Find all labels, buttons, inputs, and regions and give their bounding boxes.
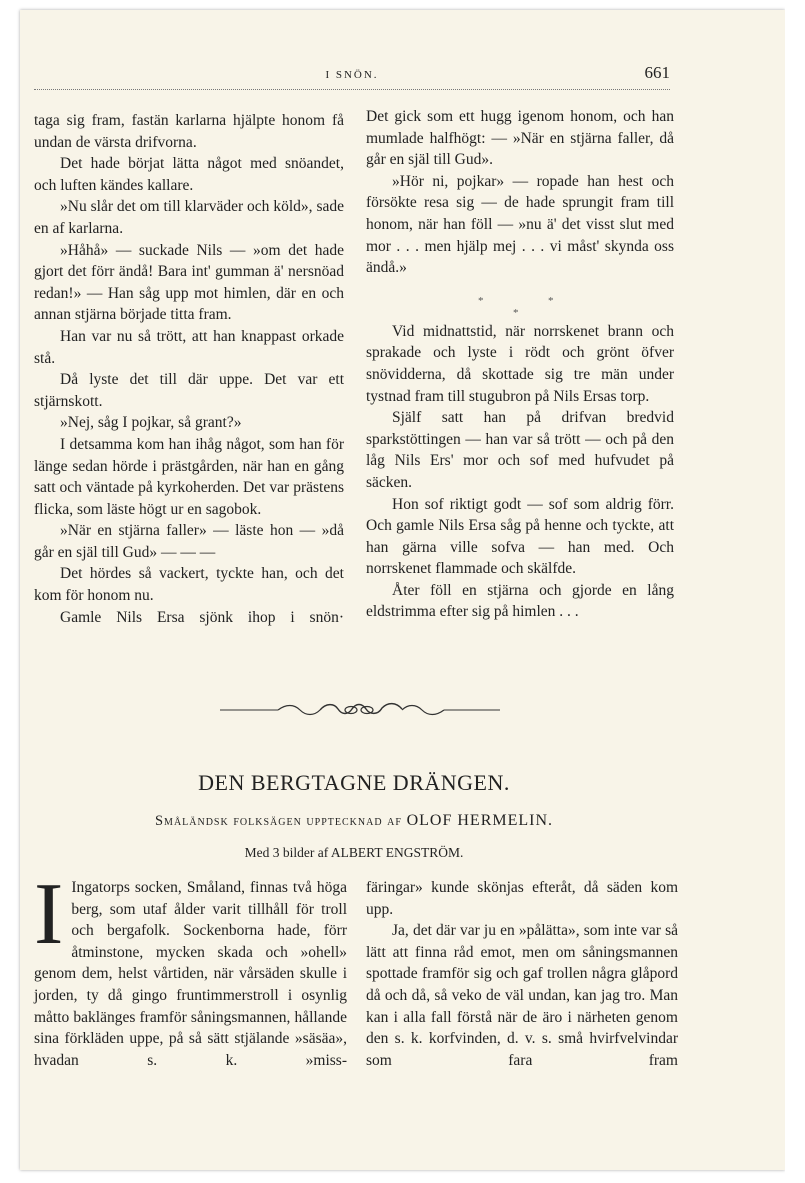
article-title: DEN BERGTAGNE DRÄNGEN.: [198, 770, 510, 795]
asterisk: *: [478, 294, 484, 307]
header-rule: [34, 89, 670, 90]
subtitle-text: Småländsk folksägen upptecknad af: [154, 813, 402, 829]
paragraph: färingar» kunde skönjas efteråt, då säden kom upp.: [366, 879, 678, 918]
paragraph: »Nu slår det om till klarväder och köld», sade en af karlarna.: [34, 198, 344, 237]
paragraph: Han var nu så trött, att han knappast orkade stå.: [34, 327, 344, 367]
paragraph: Det hördes så vackert, tyckte han, och det kom för honom nu.: [34, 565, 344, 605]
paragraph: »Hör ni, pojkar» — ropade han hest och försökte resa sig — de hade sprungit fram till honom, när han föll — »nu ä' det visst slut med mor . . . men hjälp mej . . . vi måst' skynda oss ändå.»: [366, 172, 674, 277]
paragraph: Det hade börjat lätta något med snöandet, och luften kändes kallare.: [34, 155, 344, 194]
paragraph: Då lyste det till där uppe. Det var ett stjärnskott.: [34, 371, 344, 410]
paragraph: I detsamma kom han ihåg något, som han för länge sedan hörde i prästgården, när han en gång satt och väntade på kyrkoherden. Det var prästens flicka, som läste högt ur en sagobok.: [34, 435, 344, 518]
paragraph: taga sig fram, fastän karlarna hjälpte honom få undan de värsta drifvorna.: [34, 112, 344, 151]
paragraph: »När en stjärna faller» — läste hon — »då går en själ till Gud» — — —: [34, 522, 344, 561]
illustration-credits: Med 3 bilder af ALBERT ENGSTRÖM.: [244, 845, 464, 860]
paragraph: »Håhå» — suckade Nils — »om det hade gjort det förr ändå! Bara int' gumman ä' nersnöad redan!» — Han såg upp mot himlen, där en och annan stjärna började titta fram.: [34, 241, 344, 324]
paragraph: Åter föll en stjärna och gjorde en lång eldstrimma efter sig på himlen . . .: [366, 581, 674, 621]
paragraph: Gamle Nils Ersa sjönk ihop i snön·: [60, 608, 344, 626]
paragraph: Själf satt han på drifvan bredvid sparkstöttingen — han var så trött — och på den låg Nils Ers' mor och sof med hufvudet på säcken.: [366, 409, 674, 491]
column-right-bottom: [366, 877, 678, 1071]
paragraph: »Nej, såg I pojkar, så grant?»: [60, 414, 242, 432]
paragraph: Ja, det där var ju en »pålätta», som inte var så lätt att finna råd emot, men om såningsmannen spottade framför sig och gaf trollen några glåpord då och då, så veko de väl undan, kan jag tro. Man kan i alla fall förstå när de äro i närheten genom den s. k. korfvinden, d. v. s. små hvirfvelvindar som fara fram: [366, 922, 678, 1069]
running-header: [34, 63, 670, 87]
paragraph: Det gick som ett hugg igenom honom, och han mumlade halfhögt: — »När en stjärna faller, då går en själ till Gud».: [366, 108, 674, 169]
section-break-asterisks: [366, 279, 674, 321]
author-name: OLOF HERMELIN.: [406, 812, 554, 829]
paragraph: Ingatorps socken, Småland, finnas två höga berg, som utaf ålder varit tillhåll för troll och bergafolk. Sockenborna hade, förr åtminstone, mycken skada och »ohell» genom dem, helst vårtiden, när vårsäden skulle i jorden, ty då gingo fruntimmerstroll i osynlig måtto baklänges framför såningsmannen, hållande sina förkläden uppe, på så sätt stjälande »säsäa», hvadan s. k. »miss-: [34, 879, 347, 1069]
drop-cap: I: [34, 866, 64, 963]
running-title: I SNÖN.: [325, 69, 379, 81]
asterisk: *: [513, 306, 519, 319]
asterisk: *: [548, 294, 554, 307]
article-subtitle: [34, 812, 674, 830]
column-left-top: [34, 110, 344, 628]
paragraph: Vid midnattstid, när norrskenet brann och sprakade och lyste i rödt och grönt öfver snövidderna, då skottade sig tre män under tystnad fram till stugubron på Nils Ersas torp.: [366, 322, 674, 405]
decorative-ornament: [220, 700, 500, 720]
page-number: 661: [644, 63, 670, 82]
column-right-top: [366, 106, 674, 623]
page-margin: [785, 0, 805, 1183]
column-left-bottom: [34, 866, 347, 1071]
paragraph: Hon sof riktigt godt — sof som aldrig förr. Och gamle Nils Ersa såg på henne och tyckte, att han gärna ville sofva — han med. Och norrskenet flammade och skälfde.: [366, 495, 674, 578]
